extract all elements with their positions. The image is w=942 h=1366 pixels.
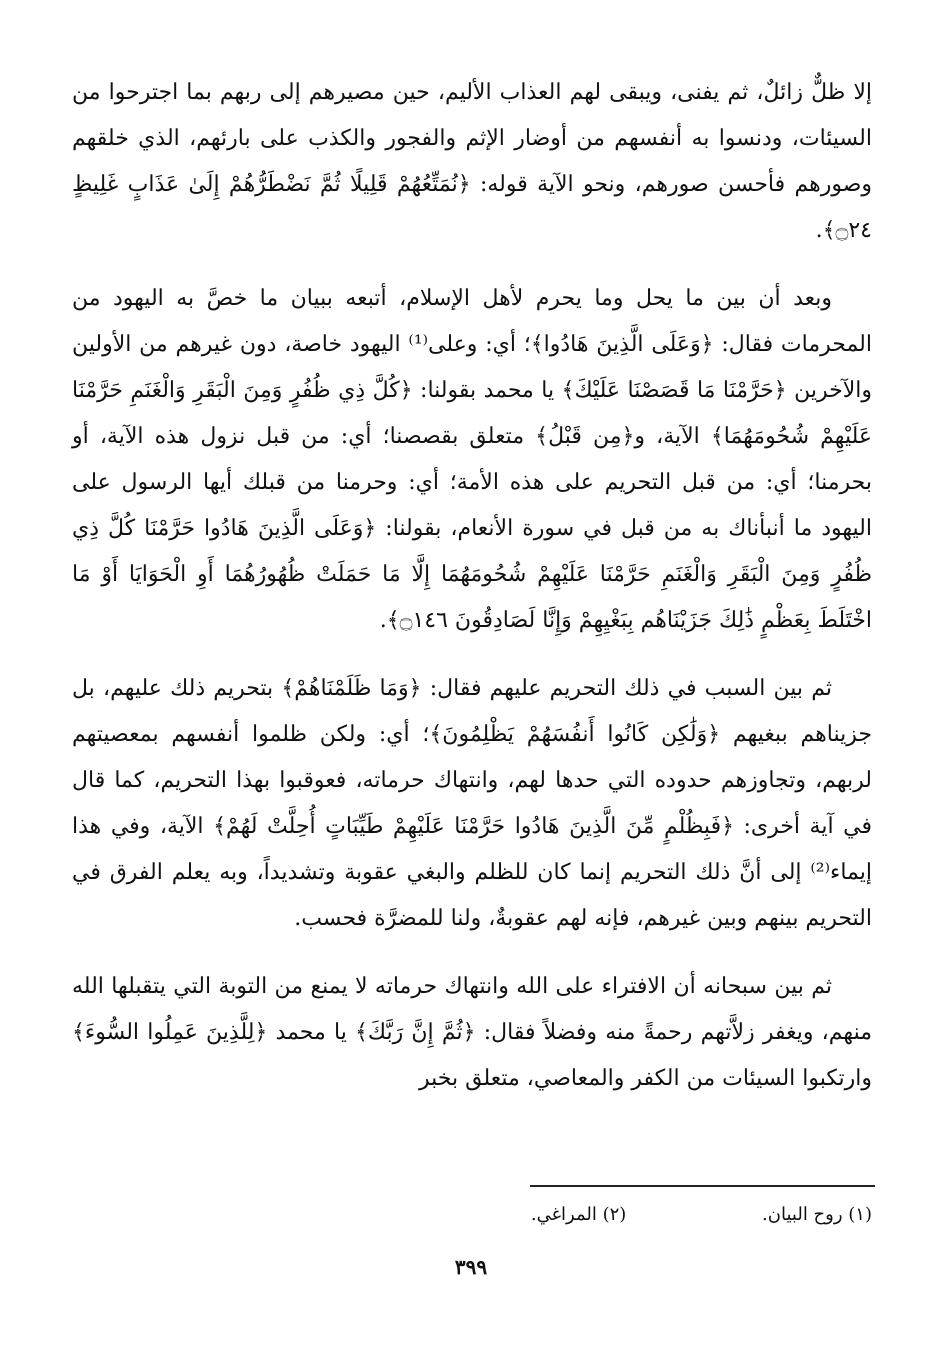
footnotes [72,1200,872,1230]
footnote-1: (١) روح البيان. [762,1204,872,1225]
page-body [72,70,872,1102]
paragraph-2: وبعد أن بين ما يحل وما يحرم لأهل الإسلام، أتبعه ببيان ما خصَّ به اليهود من المحرمات فقال: ﴿وَعَلَى الَّذِينَ هَادُوا﴾؛ أي: وعلى⁽¹⁾ اليهود خاصة، دون غيرهم من الأولين والآخرين ﴿حَرَّمْنَا مَا قَصَصْنَا عَلَيْكَ﴾ يا محمد بقولنا: ﴿كُلَّ ذِي ظُفُرٍ وَمِنَ الْبَقَرِ وَالْغَنَمِ حَرَّمْنَا عَلَيْهِمْ شُحُومَهُمَا﴾ الآية، و﴿مِن قَبْلُ﴾ متعلق بقصصنا؛ أي: من قبل نزول هذه الآية، أو بحرمنا؛ أي: من قبل التحريم على هذه الأمة؛ أي: وحرمنا من قبلك أيها الرسول على اليهود ما أنبأناك به من قبل في سورة الأنعام، بقولنا: ﴿وَعَلَى الَّذِينَ هَادُوا حَرَّمْنَا كُلَّ ذِي ظُفُرٍ وَمِنَ الْبَقَرِ وَالْغَنَمِ حَرَّمْنَا عَلَيْهِمْ شُحُومَهُمَا إِلَّا مَا حَمَلَتْ ظُهُورُهُمَا أَوِ الْحَوَايَا أَوْ مَا اخْتَلَطَ بِعَظْمٍ ذَٰلِكَ جَزَيْنَاهُم بِبَغْيِهِمْ وَإِنَّا لَصَادِقُونَ ۝١٤٦﴾. [72,286,872,633]
paragraph-1: إلا ظلٌّ زائلٌ، ثم يفنى، ويبقى لهم العذاب الأليم، حين مصيرهم إلى ربهم بما اجترحوا من السيئات، ودنسوا به أنفسهم من أوضار الإثم والفجور والكذب على بارئهم، الذي خلقهم وصورهم فأحسن صورهم، ونحو الآية قوله: ﴿نُمَتِّعُهُمْ قَلِيلًا ثُمَّ نَضْطَرُّهُمْ إِلَىٰ عَذَابٍ غَلِيظٍ ۝٢٤﴾. [72,80,872,243]
footnote-2: (٢) المراغي. [530,1204,627,1225]
paragraph-4: ثم بين سبحانه أن الافتراء على الله وانتهاك حرماته لا يمنع من التوبة التي يتقبلها الله منهم، ويغفر زلاَّتهم رحمةً منه وفضلاً فقال: ﴿ثُمَّ إِنَّ رَبَّكَ﴾ يا محمد ﴿لِلَّذِينَ عَمِلُوا السُّوءَ﴾ وارتكبوا السيئات من الكفر والمعاصي، متعلق بخبر [72,974,872,1091]
page-number: ٣٩٩ [454,1255,488,1279]
footnote-divider [530,1185,875,1187]
paragraph-3: ثم بين السبب في ذلك التحريم عليهم فقال: ﴿وَمَا ظَلَمْنَاهُمْ﴾ بتحريم ذلك عليهم، بل جزيناهم ببغيهم ﴿وَلَٰكِن كَانُوا أَنفُسَهُمْ يَظْلِمُونَ﴾؛ أي: ولكن ظلموا أنفسهم بمعصيتهم لربهم، وتجاوزهم حدوده التي حدها لهم، وانتهاك حرماته، فعوقبوا بهذا التحريم، كما قال في آية أخرى: ﴿فَبِظُلْمٍ مِّنَ الَّذِينَ هَادُوا حَرَّمْنَا عَلَيْهِمْ طَيِّبَاتٍ أُحِلَّتْ لَهُمْ﴾ الآية، وفي هذا إيماء⁽²⁾ إلى أنَّ ذلك التحريم إنما كان للظلم والبغي عقوبة وتشديداً، وبه يعلم الفرق في التحريم بينهم وبين غيرهم، فإنه لهم عقوبةٌ، ولنا للمضرَّة فحسب. [72,676,872,931]
